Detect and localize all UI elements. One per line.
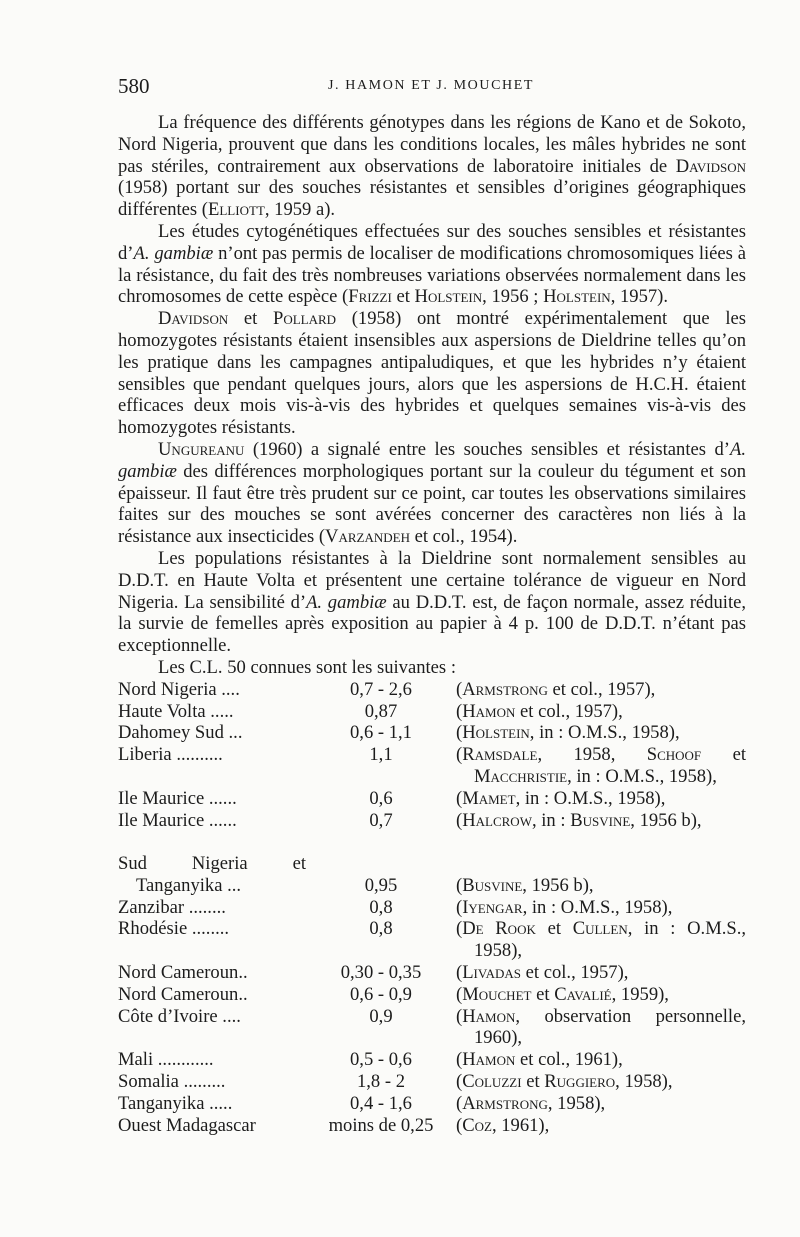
list-intro: Les C.L. 50 connues sont les suivantes :	[158, 656, 456, 678]
reference-text	[456, 984, 746, 1006]
text-run: (	[456, 787, 463, 809]
author-name: Armstrong	[462, 678, 548, 700]
text-run: et col., 1957),	[521, 962, 629, 984]
text-run: , 1956 b),	[630, 809, 702, 831]
location-cell: Nord Cameroun..	[118, 983, 248, 1005]
text-run: et col., 1957),	[515, 700, 623, 722]
location-cell: Nord Cameroun..	[118, 962, 248, 984]
reference-cell	[456, 1115, 746, 1137]
author-name: Hamon	[462, 700, 516, 722]
reference-text	[456, 1049, 746, 1071]
text-run: , in : O.M.S., 1958),	[515, 787, 666, 809]
author-name: Mamet	[462, 787, 516, 809]
location-cell: Côte d’Ivoire ....	[118, 1005, 241, 1027]
reference-cell	[456, 810, 746, 832]
text-run: et	[521, 1071, 545, 1093]
text-run: (	[456, 1071, 463, 1093]
cl50-value-cell: 0,6 - 0,9	[350, 983, 412, 1005]
text-run: (1958) ont montré expérimentalement que les homozygotes résistants étaient insensibles aux aspersions de Dieldrine telles qu’on les pratique dans les campagnes antipaludiques, et que les hybrides n’y étaient sensibles que pendant quelques jours, alors que les aspersions de H.C.H. étaient efficaces deux mois vis-à-vis des hybrides et quelques semaines vis-à-vis des homozygotes résistants.	[118, 308, 746, 439]
reference-cell	[456, 1006, 746, 1050]
author-name: Hamon	[462, 1005, 516, 1027]
author-name: Busvine	[462, 874, 523, 896]
body-text	[118, 112, 746, 1136]
author-name: Holstein	[543, 286, 611, 308]
reference-cell	[456, 897, 746, 919]
text-run: , 1959 a).	[264, 199, 336, 221]
reference-text	[456, 1093, 746, 1115]
author-name: Livadas	[462, 962, 521, 984]
author-name: Ramsdale	[462, 744, 538, 766]
cl50-value-cell: moins de 0,25	[328, 1114, 434, 1136]
location-cell: Mali ............	[118, 1049, 214, 1071]
location-cell: Nord Nigeria ....	[118, 678, 240, 700]
text-run: (	[456, 722, 463, 744]
author-name: Davidson	[158, 308, 229, 330]
location-cell: Rhodésie ........	[118, 918, 230, 940]
text-run: et col., 1957),	[547, 678, 656, 700]
text-run: (	[456, 962, 463, 984]
author-name: Busvine	[570, 809, 631, 831]
table-row	[118, 810, 746, 832]
reference-cell	[456, 1071, 746, 1093]
text-run: des différences morphologiques portant sur la couleur du tégument et son épaisseur. Il faut être très prudent sur ce point, car toutes les observations similaires faites sur des mouches se sont avérées concerner des caractères non liés à la résistance aux insecticides (	[118, 460, 746, 548]
text-run: (	[456, 809, 463, 831]
text-run: (	[456, 1005, 463, 1027]
author-name: Hamon	[462, 1049, 516, 1071]
text-run: et	[701, 744, 746, 766]
text-run: et col., 1961),	[515, 1049, 623, 1071]
species-name: A. gambiæ	[306, 591, 387, 613]
reference-cell	[456, 679, 746, 701]
cl50-value-cell: 1,1	[369, 744, 393, 766]
reference-text	[456, 810, 746, 832]
text-run: et	[228, 308, 273, 330]
cl50-value-cell: 0,6 - 1,1	[350, 722, 412, 744]
text-run: (	[456, 896, 463, 918]
reference-text	[456, 679, 746, 701]
reference-text	[456, 788, 746, 810]
table-row	[118, 1115, 746, 1137]
reference-cell	[456, 744, 746, 788]
author-name: Ruggiero	[544, 1071, 616, 1093]
author-name: Cullen	[572, 918, 628, 940]
text-run: , 1958,	[537, 744, 647, 766]
reference-cell	[456, 1049, 746, 1071]
species-name: A. gambiæ	[133, 242, 214, 264]
author-name: Elliott	[208, 199, 265, 221]
table-row	[118, 831, 746, 896]
author-name: Cavalié	[554, 983, 612, 1005]
reference-cell	[456, 788, 746, 810]
text-run: , 1956 b),	[522, 874, 594, 896]
page-header	[118, 74, 746, 98]
author-name: Davidson	[675, 155, 746, 177]
table-row	[118, 679, 746, 701]
reference-text	[456, 722, 746, 744]
location-cell: Ile Maurice ......	[118, 787, 237, 809]
reference-text	[456, 962, 746, 984]
text-run: , in : O.M.S., 1958),	[474, 918, 747, 962]
location-cell: Dahomey Sud ...	[118, 722, 243, 744]
location-cell: Liberia ..........	[118, 744, 223, 766]
text-run: (	[456, 983, 463, 1005]
author-name: Varzandeh	[325, 526, 410, 548]
reference-cell	[456, 918, 746, 962]
reference-cell	[456, 984, 746, 1006]
table-row	[118, 1093, 746, 1115]
reference-cell	[456, 722, 746, 744]
cl50-value-cell: 0,5 - 0,6	[350, 1049, 412, 1071]
location-cell: Tanganyika .....	[118, 1092, 233, 1114]
paragraphs	[118, 112, 746, 657]
running-title: J. HAMON ET J. MOUCHET	[328, 78, 535, 93]
text-run: , 1958),	[615, 1071, 673, 1093]
table-row	[118, 962, 746, 984]
author-name: Coluzzi	[462, 1071, 522, 1093]
author-name: Mouchet	[462, 983, 532, 1005]
text-run: et	[535, 918, 573, 940]
author-name: Macchristie	[474, 765, 568, 787]
reference-text	[456, 1006, 746, 1050]
text-run: Les études cytogénétiques effectuées sur des souches sensibles et résistantes d’	[118, 220, 746, 264]
page-number: 580	[118, 74, 150, 98]
location-cell: Sud Nigeria et Tanganyika ...	[118, 853, 306, 896]
reference-text	[456, 897, 746, 919]
author-name: Ungureanu	[158, 438, 245, 460]
table-row	[118, 1049, 746, 1071]
author-name: Halcrow	[462, 809, 532, 831]
text-run: , 1957).	[610, 286, 669, 308]
table-row	[118, 1071, 746, 1093]
author-name: Iyengar	[462, 896, 523, 918]
cl50-value-cell: 0,4 - 1,6	[350, 1092, 412, 1114]
table-row	[118, 897, 746, 919]
paragraph	[118, 221, 746, 308]
paragraph	[118, 308, 746, 439]
text-run: au D.D.T. est, de façon normale, assez réduite, la survie de femelles après exposition au papier à 4 p. 100 de D.D.T. n’étant pas exceptionnelle.	[118, 591, 747, 657]
text-run: , 1956 ;	[482, 286, 544, 308]
cl50-value-cell: 0,7 - 2,6	[350, 678, 412, 700]
text-run: et	[391, 286, 415, 308]
location-cell: Ouest Madagascar	[118, 1114, 256, 1136]
table-row	[118, 701, 746, 723]
text-run: , 1959),	[611, 983, 669, 1005]
cl50-table	[118, 679, 746, 1137]
text-run: , observation personnelle, 1960),	[474, 1005, 746, 1049]
author-name: Holstein	[414, 286, 483, 308]
cl50-value-cell: 0,8	[369, 896, 393, 918]
paragraph	[118, 439, 746, 548]
text-run: et	[531, 983, 555, 1005]
cl50-value-cell: 0,6	[369, 787, 393, 809]
text-run: (	[456, 678, 463, 700]
location-cell: Haute Volta .....	[118, 700, 234, 722]
author-name: Pollard	[273, 308, 337, 330]
text-run: n’ont pas permis de localiser de modifications chromosomiques liées à la résistance, du fait des très nombreuses variations observées normalement dans les chromosomes de cette espèce (	[118, 242, 746, 308]
cl50-value-cell: 0,95	[364, 874, 398, 896]
cl50-value-cell: 0,87	[364, 700, 398, 722]
paragraph	[118, 112, 746, 221]
reference-cell	[456, 701, 746, 723]
table-row	[118, 722, 746, 744]
table-row	[118, 1006, 746, 1050]
text-run: (	[456, 700, 463, 722]
author-name: Frizzi	[348, 286, 392, 308]
species-name: A. gambiæ	[118, 438, 746, 482]
paragraph	[118, 548, 746, 657]
location-cell: Somalia .........	[118, 1071, 226, 1093]
text-run: (1960) a signalé entre les souches sensibles et résistantes d’	[244, 438, 730, 460]
text-run: , in :	[531, 809, 571, 831]
reference-cell	[456, 962, 746, 984]
author-name: Armstrong	[462, 1092, 548, 1114]
reference-text	[456, 1071, 746, 1093]
cl50-value-cell: 0,8	[369, 918, 393, 940]
text-run: La fréquence des différents génotypes dans les régions de Kano et de Sokoto, Nord Nigeria, prouvent que dans les conditions locales, les mâles hybrides ne sont pas stériles, contrairement aux observations de laboratoire initiales de	[118, 112, 746, 177]
text-run: , 1961),	[491, 1114, 550, 1136]
text-run: , 1958),	[547, 1092, 606, 1114]
text-run: (1958) portant sur des souches résistantes et sensibles d’origines géographiques différentes (	[118, 177, 746, 221]
text-run: (	[456, 874, 463, 896]
reference-text	[456, 875, 746, 897]
cl50-value-cell: 0,7	[369, 809, 393, 831]
text-run: , in : O.M.S., 1958),	[522, 896, 673, 918]
author-name: De Rook	[462, 918, 536, 940]
text-run: (	[456, 744, 463, 766]
cl50-value-cell: 0,9	[369, 1005, 393, 1027]
text-run: , in : O.M.S., 1958),	[529, 722, 680, 744]
table-row	[118, 918, 746, 962]
text-run: (	[456, 1092, 463, 1114]
table-row	[118, 984, 746, 1006]
reference-text	[456, 918, 746, 962]
author-name: Coz	[462, 1114, 492, 1136]
reference-cell	[456, 831, 746, 896]
text-run: Les populations résistantes à la Dieldrine sont normalement sensibles au D.D.T. en Haute Volta et présentent une certaine tolérance de vigueur en Nord Nigeria. La sensibilité d’	[118, 547, 746, 613]
text-run: (	[456, 1049, 463, 1071]
text-run: (	[456, 1114, 463, 1136]
author-name: Holstein	[462, 722, 530, 744]
text-run: (	[456, 918, 463, 940]
cl50-value-cell: 1,8 - 2	[356, 1071, 406, 1093]
table-row	[118, 788, 746, 810]
text-run: et col., 1954).	[409, 526, 518, 548]
reference-cell	[456, 1093, 746, 1115]
reference-text	[456, 1115, 746, 1137]
author-name: Schoof	[646, 744, 702, 766]
text-run: , in : O.M.S., 1958),	[567, 765, 717, 787]
location-cell: Ile Maurice ......	[118, 809, 237, 831]
reference-text	[456, 701, 746, 723]
cl50-value-cell: 0,30 - 0,35	[340, 962, 422, 984]
location-cell: Zanzibar ........	[118, 896, 226, 918]
table-row	[118, 744, 746, 788]
reference-text	[456, 744, 746, 788]
